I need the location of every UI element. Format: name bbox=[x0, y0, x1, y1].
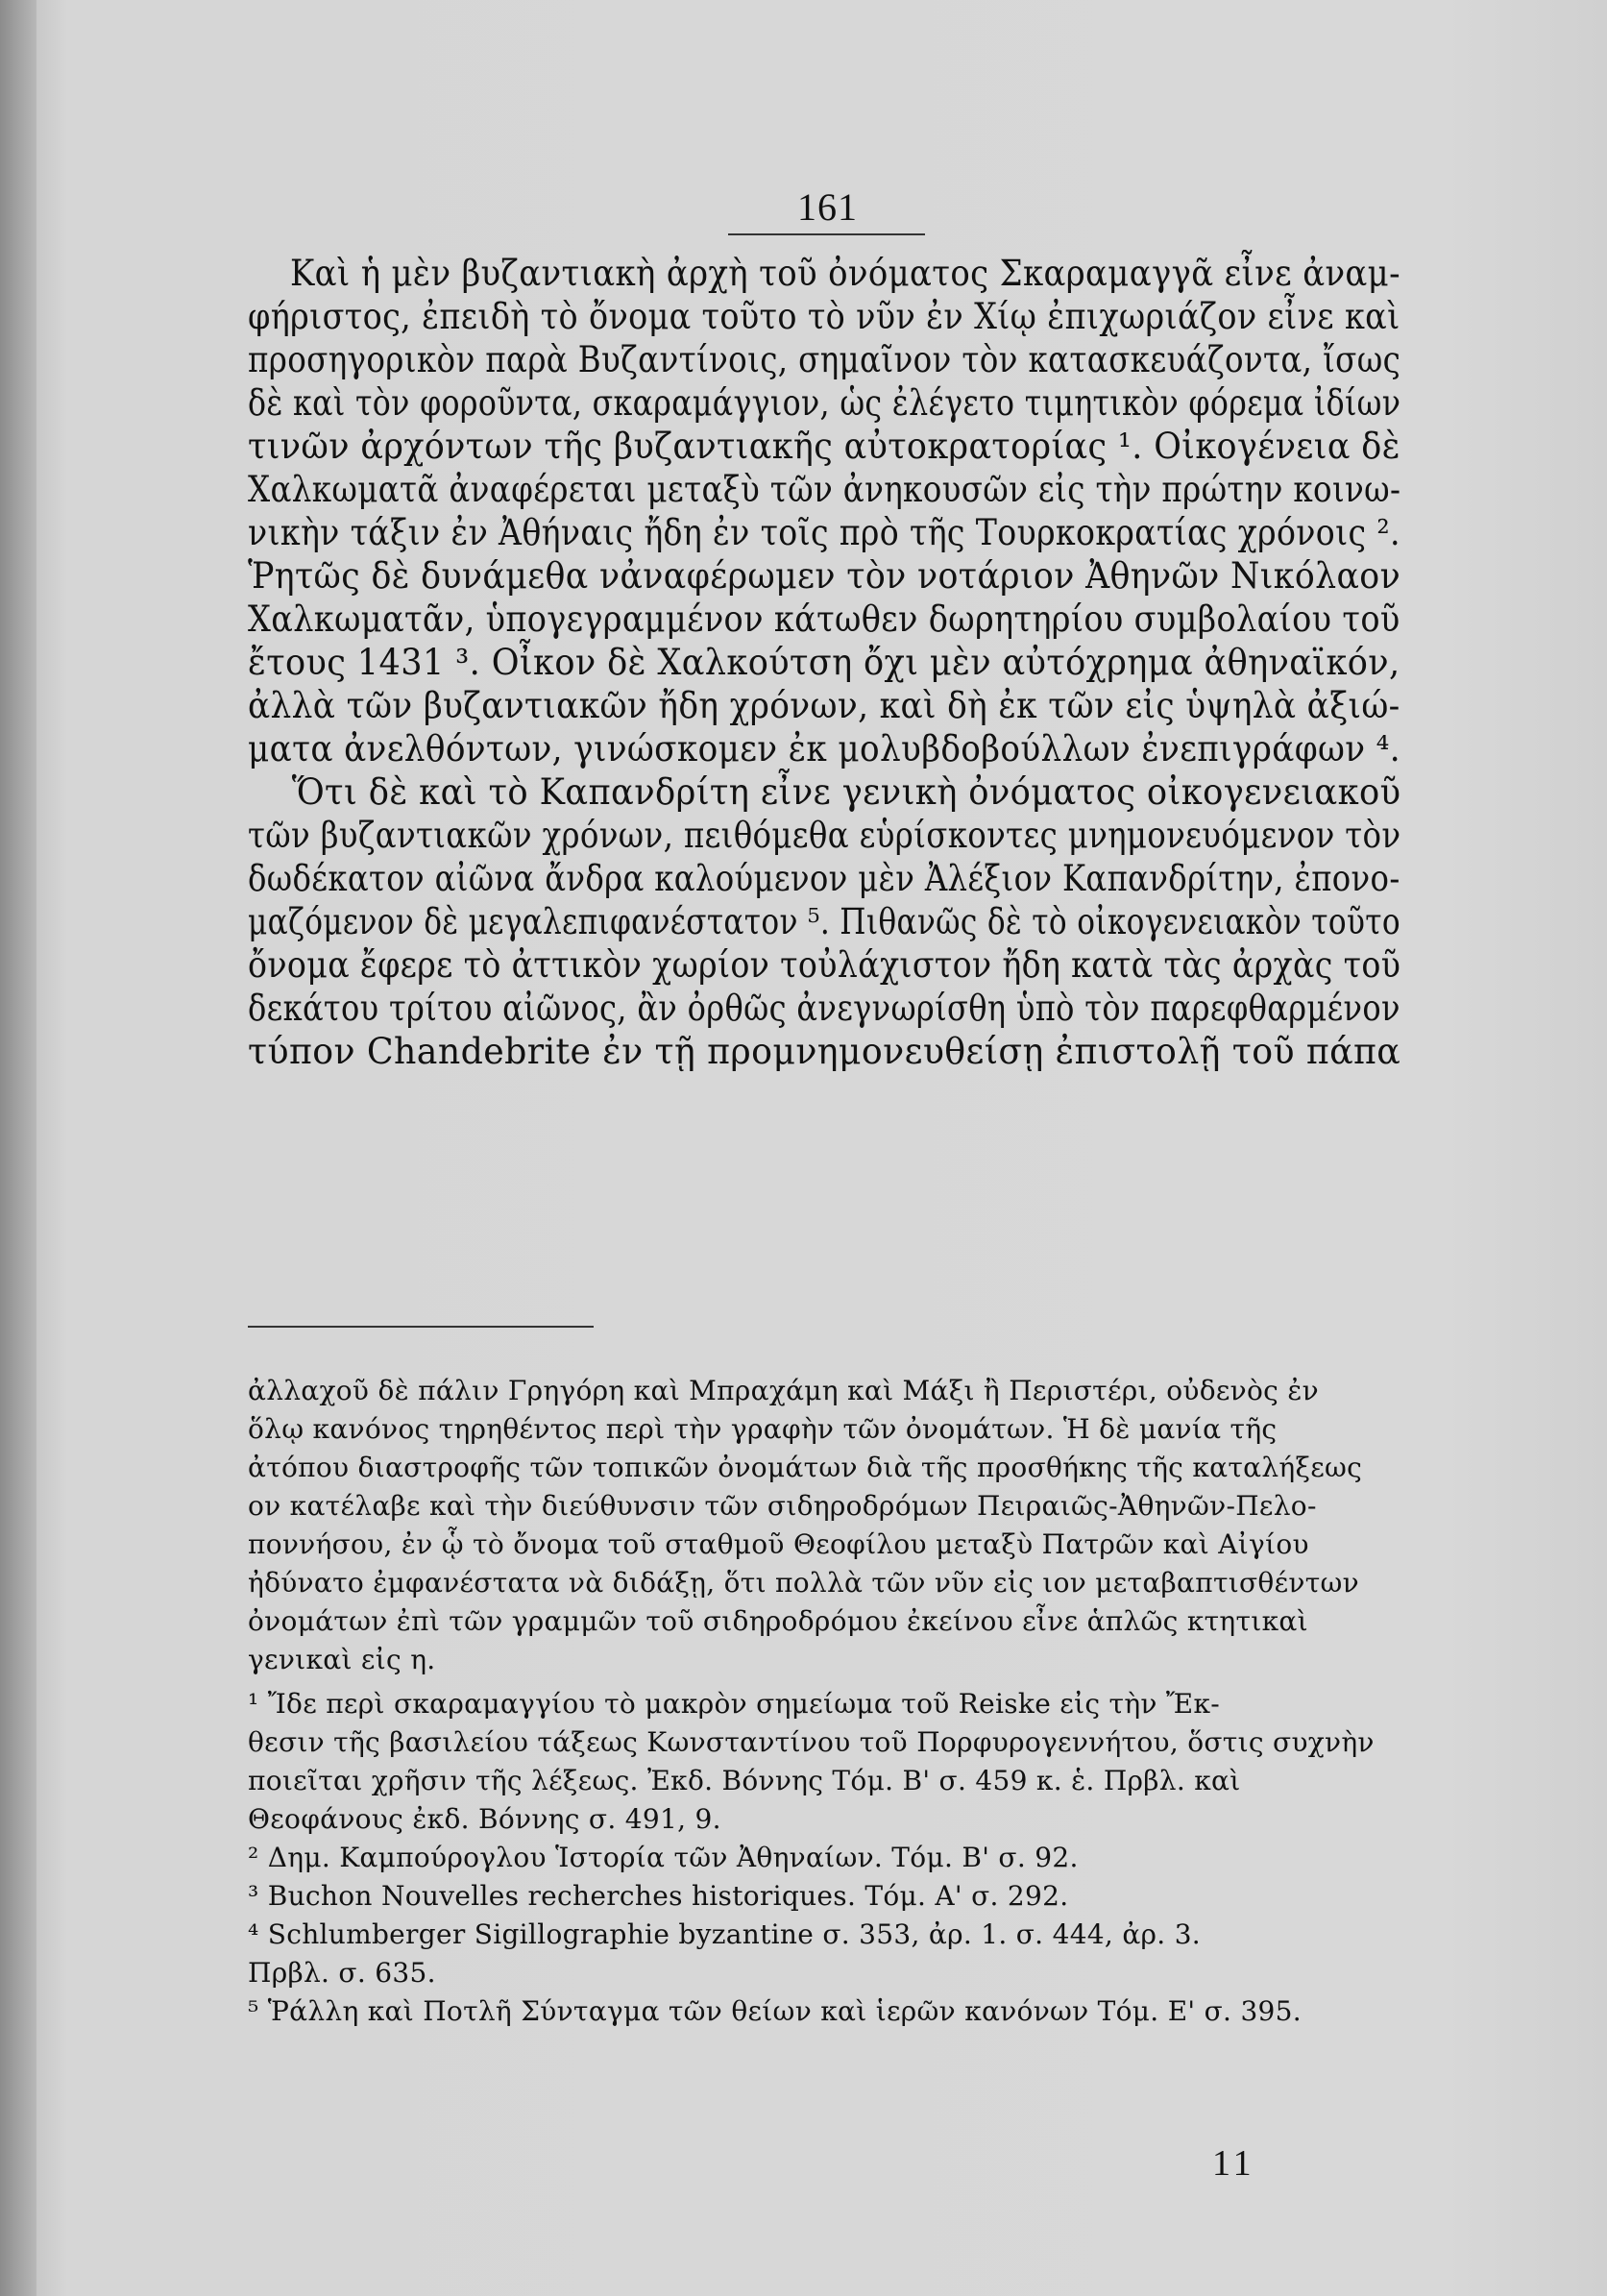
footnote-line: ἀτόπου διαστροφῆς τῶν τοπικῶν ὀνομάτων διὰ τῆς προσθήκης τῆς καταλήξεως bbox=[248, 1452, 1363, 1483]
text-line: ἀλλὰ τῶν βυζαντιακῶν ἤδη χρόνων, καὶ δὴ ἐκ τῶν εἰς ὑψηλὰ ἀξιώ- bbox=[248, 685, 1400, 726]
footnote-line: ³ Buchon Nouvelles recherches historiques. Τόμ. Α' σ. 292. bbox=[248, 1880, 1069, 1912]
footnote-line: ποιεῖται χρῆσιν τῆς λέξεως. Ἐκδ. Βόννης Τόμ. Β' σ. 459 κ. ἑ. Πρβλ. καὶ bbox=[248, 1765, 1241, 1796]
header-rule bbox=[728, 233, 925, 235]
main-text bbox=[248, 252, 1400, 1073]
footnote-line: ⁵ Ῥάλλη καὶ Ποτλῆ Σύνταγμα τῶν θείων καὶ ἱερῶν κανόνων Τόμ. Ε' σ. 395. bbox=[248, 1995, 1302, 2027]
footnote-line: γενικαὶ εἰς η. bbox=[248, 1644, 436, 1675]
footnote-line: θεσιν τῆς βασιλείου τάξεως Κωνσταντίνου τοῦ Πορφυρογεννήτου, ὅστις συχνὴν bbox=[248, 1726, 1375, 1758]
footnote-line: ἀλλαχοῦ δὲ πάλιν Γρηγόρη καὶ Μπραχάμη καὶ Μάξι ἢ Περιστέρι, οὐδενὸς ἐν bbox=[248, 1375, 1319, 1406]
footnote-line: ὅλῳ κανόνος τηρηθέντος περὶ τὴν γραφὴν τῶν ὀνομάτων. Ἡ δὲ μανία τῆς bbox=[248, 1413, 1278, 1445]
text-line: νικὴν τάξιν ἐν Ἀθήναις ἤδη ἐν τοῖς πρὸ τῆς Τουρκοκρατίας χρόνοις ². bbox=[248, 512, 1400, 553]
text-line: ἔτους 1431 ³. Οἶκον δὲ Χαλκούτση ὄχι μὲν αὐτόχρημα ἀθηναϊκόν, bbox=[248, 642, 1400, 683]
text-line: δωδέκατον αἰῶνα ἄνδρα καλούμενον μὲν Ἀλέξιον Καπανδρίτην, ἐπονο- bbox=[248, 858, 1400, 899]
text-line: Χαλκωματᾶ ἀναφέρεται μεταξὺ τῶν ἀνηκουσῶν εἰς τὴν πρώτην κοινω- bbox=[248, 469, 1401, 510]
footnote-line: ¹ Ἴδε περὶ σκαραμαγγίου τὸ μακρὸν σημείωμα τοῦ Reiske εἰς τὴν Ἔκ- bbox=[248, 1688, 1221, 1720]
footnote-line: ² Δημ. Καμπούρογλου Ἱστορία τῶν Ἀθηναίων. Τόμ. Β' σ. 92. bbox=[248, 1842, 1079, 1873]
book-spine-shadow bbox=[0, 0, 37, 2296]
footnote-line: ὀνομάτων ἐπὶ τῶν γραμμῶν τοῦ σιδηροδρόμου ἐκείνου εἶνε ἁπλῶς κτητικαὶ bbox=[248, 1605, 1308, 1637]
text-line: τύπον Chandebrite ἐν τῇ προμνημονευθείσῃ ἐπιστολῇ τοῦ πάπα bbox=[248, 1031, 1401, 1072]
footnotes bbox=[248, 1372, 1400, 2031]
text-line: προσηγορικὸν παρὰ Βυζαντίνοις, σημαῖνον τὸν κατασκευάζοντα, ἴσως bbox=[248, 339, 1401, 380]
signature-mark: 11 bbox=[1212, 2143, 1255, 2184]
text-line: Χαλκωματᾶν, ὑπογεγραμμένον κάτωθεν δωρητηρίου συμβολαίου τοῦ bbox=[248, 598, 1400, 640]
footnote-line: ἠδύνατο ἐμφανέστατα νὰ διδάξῃ, ὅτι πολλὰ τῶν νῦν εἰς ιον μεταβαπτισθέντων bbox=[248, 1567, 1359, 1599]
text-line: ματα ἀνελθόντων, γινώσκομεν ἐκ μολυβδοβούλλων ἐνεπιγράφων ⁴. bbox=[248, 728, 1401, 769]
footnote-line: ποννήσου, ἐν ᾧ τὸ ὄνομα τοῦ σταθμοῦ Θεοφίλου μεταξὺ Πατρῶν καὶ Αἰγίου bbox=[248, 1528, 1309, 1560]
text-line: δεκάτου τρίτου αἰῶνος, ἂν ὀρθῶς ἀνεγνωρίσθη ὑπὸ τὸν παρεφθαρμένον bbox=[248, 988, 1400, 1029]
text-line: Ῥητῶς δὲ δυνάμεθα νἀναφέρωμεν τὸν νοτάριον Ἀθηνῶν Νικόλαον bbox=[248, 555, 1401, 597]
footnote-line: Θεοφάνους ἐκδ. Βόννης σ. 491, 9. bbox=[248, 1803, 721, 1835]
text-line: Καὶ ἡ μὲν βυζαντιακὴ ἀρχὴ τοῦ ὀνόματος Σκαραμαγγᾶ εἶνε ἀναμ- bbox=[289, 253, 1400, 294]
page-number: 161 bbox=[797, 185, 858, 229]
text-line: Ὅτι δὲ καὶ τὸ Καπανδρίτη εἶνε γενικὴ ὀνόματος οἰκογενειακοῦ bbox=[291, 771, 1401, 813]
text-line: ὄνομα ἔφερε τὸ ἀττικὸν χωρίον τοὐλάχιστον ἤδη κατὰ τὰς ἀρχὰς τοῦ bbox=[248, 944, 1401, 986]
text-line: τινῶν ἀρχόντων τῆς βυζαντιακῆς αὐτοκρατορίας ¹. Οἰκογένεια δὲ bbox=[248, 426, 1400, 467]
footnote-rule bbox=[248, 1326, 594, 1328]
footnote-line: ⁴ Schlumberger Sigillographie byzantine σ. 353, ἀρ. 1. σ. 444, ἀρ. 3. bbox=[248, 1918, 1202, 1950]
footnote-line: Πρβλ. σ. 635. bbox=[248, 1957, 436, 1989]
text-line: μαζόμενον δὲ μεγαλεπιφανέστατον ⁵. Πιθανῶς δὲ τὸ οἰκογενειακὸν τοῦτο bbox=[248, 901, 1400, 942]
text-line: δὲ καὶ τὸν φοροῦντα, σκαραμάγγιον, ὡς ἐλέγετο τιμητικὸν φόρεμα ἰδίων bbox=[248, 382, 1401, 424]
text-line: φήριστος, ἐπειδὴ τὸ ὄνομα τοῦτο τὸ νῦν ἐν Χίῳ ἐπιχωριάζον εἶνε καὶ bbox=[248, 296, 1400, 337]
text-line: τῶν βυζαντιακῶν χρόνων, πειθόμεθα εὑρίσκοντες μνημονευόμενον τὸν bbox=[248, 815, 1401, 856]
footnote-line: ον κατέλαβε καὶ τὴν διεύθυνσιν τῶν σιδηροδρόμων Πειραιῶς-Ἀθηνῶν-Πελο- bbox=[248, 1490, 1317, 1522]
